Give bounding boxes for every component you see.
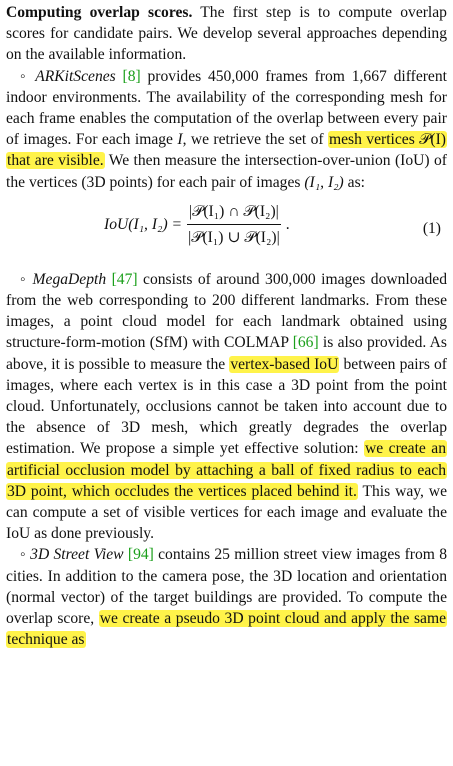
math-expression: (I₁, I₂) <box>304 173 344 191</box>
bullet-marker: ◦ <box>20 270 33 288</box>
bullet-marker: ◦ <box>20 546 31 564</box>
paragraph-text: The first step is to compute overlap scores for candidate pairs. We develop several approaches depending on the available information. <box>6 4 447 64</box>
bullet-marker: ◦ <box>20 67 36 85</box>
paragraph-text: as: <box>343 173 365 191</box>
section-paragraph <box>6 2 447 66</box>
highlighted-text: mesh vertices 𝒫(I) that are visible. <box>7 131 446 170</box>
dataset-name: 3D Street View <box>30 546 124 564</box>
citation-link[interactable]: [8] <box>122 67 141 85</box>
streetview-paragraph <box>6 544 447 650</box>
equation-fraction <box>186 201 282 248</box>
paragraph-text: , we retrieve the set of <box>182 131 328 149</box>
dataset-name: ARKitScenes <box>35 67 116 85</box>
paragraph-text: This way, we can compute a set of visible vertices for each image and evaluate the IoU as done previously. <box>6 482 447 543</box>
citation-link[interactable]: [66] <box>292 334 319 352</box>
citation-link[interactable]: [94] <box>127 546 154 564</box>
equation-lhs: IoU(I₁, I₂) = <box>104 215 183 233</box>
iou-equation <box>104 201 290 248</box>
paragraph-text: consists of around 300,000 images downloaded from the web corresponding to 200 different landmarks. From these images, a point cloud model for each landmark obtained using structure-form-motion (SfM) with COLMAP <box>6 270 447 352</box>
equation-block <box>6 197 447 263</box>
paragraph-heading: Computing overlap scores. <box>6 4 193 21</box>
highlighted-text: we create a pseudo 3D point cloud and apply the same technique as <box>7 610 446 649</box>
paragraph-text: We then measure the intersection-over-union (IoU) of the vertices (3D points) for each pair of images <box>6 152 447 191</box>
arkitscenes-paragraph <box>6 66 447 193</box>
fraction-numerator: |𝒫(I₁) ∩ 𝒫(I₂)| <box>187 201 281 225</box>
paragraph-text: between pairs of images, where each vertex is in this case a 3D point from the point cloud. Unfortunately, occlusions cannot be taken into account due to the absence of 3D mesh, which greatly degrades the overlap estimation. We propose a simple yet effective solution: <box>6 355 448 458</box>
equation-number: (1) <box>422 219 441 237</box>
paragraph-text: is also provided. As above, it is possible to measure the <box>6 334 447 373</box>
dataset-name: MegaDepth <box>32 270 107 288</box>
paragraph-text: provides 450,000 frames from 1,667 different indoor environments. The availability of the corresponding mesh for each frame enables the computation of the overlap between every pair of images. For each image <box>6 67 447 149</box>
citation-link[interactable]: [47] <box>111 270 138 288</box>
paragraph-text: contains 25 million street view images from 8 cities. In addition to the camera pose, the 3D location and orientation (normal vector) of the target buildings are provided. To compute the overlap score, <box>6 546 447 628</box>
megadepth-paragraph <box>6 269 447 545</box>
highlighted-text: we create an artificial occlusion model by attaching a ball of fixed radius to each 3D point, which occludes the vertices placed behind it. <box>7 440 446 500</box>
math-variable: I <box>177 131 183 149</box>
equation-period: . <box>285 215 290 233</box>
fraction-denominator: |𝒫(I₁) ∪ 𝒫(I₂)| <box>188 229 280 247</box>
highlighted-text: vertex-based IoU <box>230 355 339 373</box>
